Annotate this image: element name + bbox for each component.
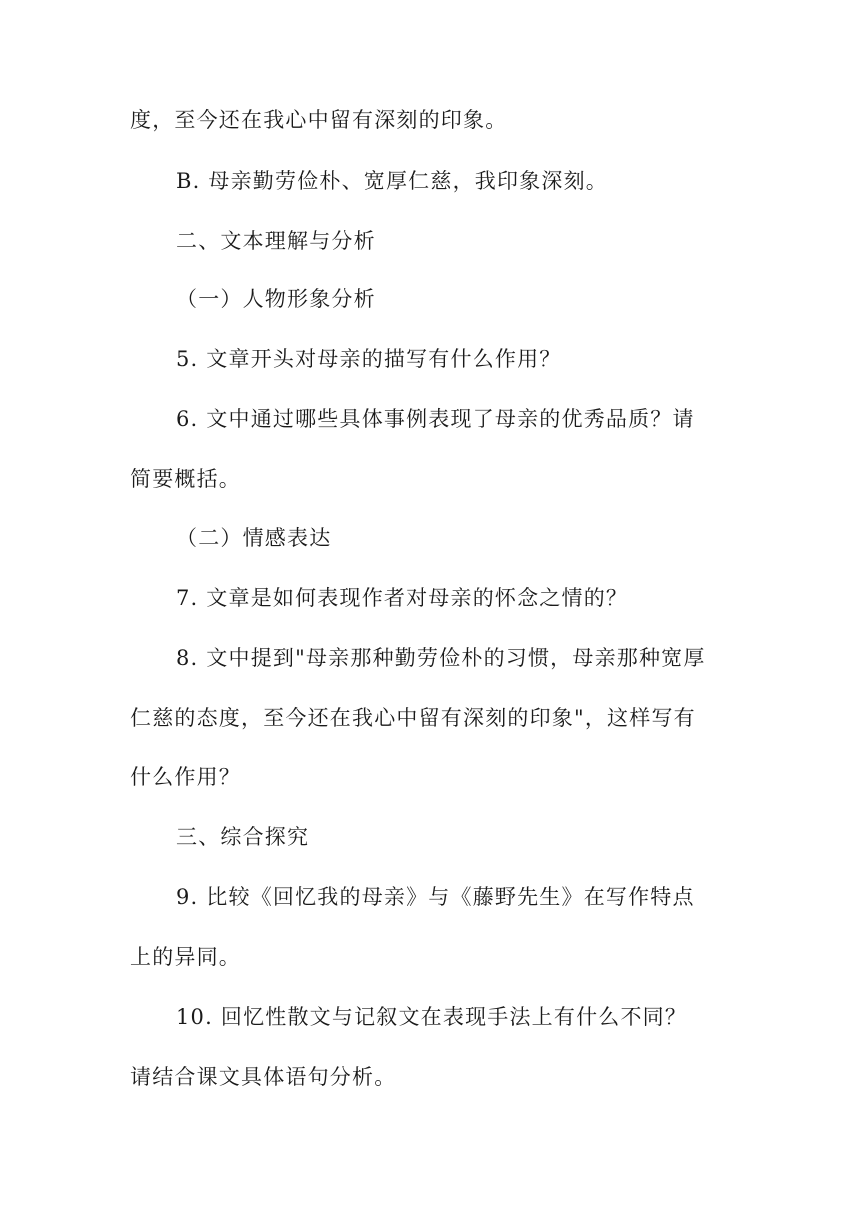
question-6-line-1: 6. 文中通过哪些具体事例表现了母亲的优秀品质？请 (176, 407, 695, 431)
subsection-heading-1: （一）人物形象分析 (176, 287, 376, 311)
question-5: 5. 文章开头对母亲的描写有什么作用？ (176, 347, 562, 371)
question-6-line-2: 简要概括。 (130, 467, 241, 491)
question-7: 7. 文章是如何表现作者对母亲的怀念之情的？ (176, 586, 629, 610)
question-8-line-3: 什么作用？ (130, 765, 241, 789)
question-8-line-1: 8. 文中提到"母亲那种勤劳俭朴的习惯，母亲那种宽厚 (176, 646, 706, 670)
question-9-line-2: 上的异同。 (130, 945, 241, 969)
question-10-line-2: 请结合课文具体语句分析。 (130, 1065, 397, 1089)
section-heading-3: 三、综合探究 (176, 825, 310, 849)
answer-option-b: B. 母亲勤劳俭朴、宽厚仁慈，我印象深刻。 (176, 169, 608, 193)
subsection-heading-2: （二）情感表达 (176, 526, 332, 550)
question-10-line-1: 10. 回忆性散文与记叙文在表现手法上有什么不同？ (176, 1005, 688, 1029)
question-8-line-2: 仁慈的态度，至今还在我心中留有深刻的印象"，这样写有 (130, 706, 696, 730)
continued-answer-line: 度，至今还在我心中留有深刻的印象。 (130, 108, 508, 132)
question-9-line-1: 9. 比较《回忆我的母亲》与《藤野先生》在写作特点 (176, 885, 695, 909)
section-heading-2: 二、文本理解与分析 (176, 229, 376, 253)
